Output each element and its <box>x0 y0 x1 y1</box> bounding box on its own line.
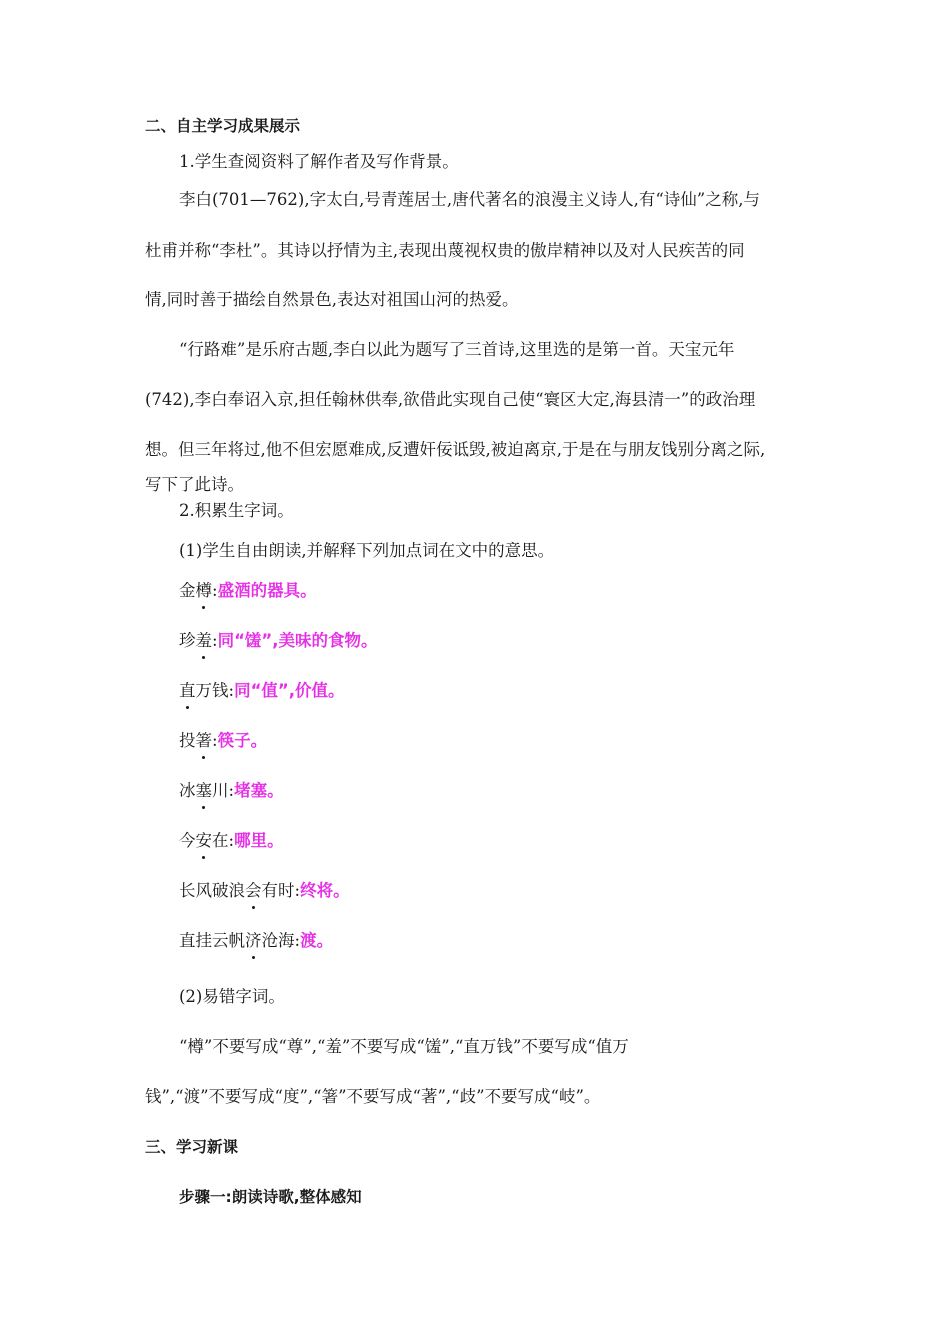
background-para-line-3: 想。但三年将过,他不但宏愿难成,反遭奸佞诋毁,被迫离京,于是在与朋友饯别分离之际, <box>145 440 766 459</box>
vocab-item: 投箸:筷子。 <box>179 731 268 750</box>
item-1: 1.学生查阅资料了解作者及写作背景。 <box>179 152 459 171</box>
dotted-char: 安 <box>195 831 212 850</box>
author-para-line-2: 杜甫并称“李杜”。其诗以抒情为主,表现出蔑视权贵的傲岸精神以及对人民疾苦的同 <box>145 241 745 260</box>
background-para-line-2: (742),李白奉诏入京,担任翰林供奉,欲借此实现自己使“寰区大定,海县清一”的政治理 <box>145 390 756 409</box>
vocab-answer: 终将。 <box>300 881 350 900</box>
vocab-item: 长风破浪会有时:终将。 <box>179 881 350 900</box>
background-para-line-1: “行路难”是乐府古题,李白以此为题写了三首诗,这里选的是第一首。天宝元年 <box>179 340 735 359</box>
vocab-answer: 同“馐”,美味的食物。 <box>217 631 378 650</box>
vocab-answer: 盛酒的器具。 <box>217 581 317 600</box>
vocab-item: 金樽:盛酒的器具。 <box>179 581 317 600</box>
item-2: 2.积累生字词。 <box>179 501 294 520</box>
author-para-line-3: 情,同时善于描绘自然景色,表达对祖国山河的热爱。 <box>145 290 519 309</box>
dotted-char: 箸 <box>195 731 212 750</box>
vocab-answer: 同“值”,价值。 <box>234 681 345 700</box>
author-para-line-1: 李白(701—762),字太白,号青莲居士,唐代著名的浪漫主义诗人,有“诗仙”之称,与 <box>179 190 760 209</box>
vocab-answer: 筷子。 <box>217 731 268 750</box>
typo-para-line-2: 钱”,“渡”不要写成“度”,“箸”不要写成“著”,“歧”不要写成“岐”。 <box>145 1087 601 1106</box>
vocab-answer: 堵塞。 <box>234 781 284 800</box>
vocab-answer: 渡。 <box>300 931 334 950</box>
vocab-item: 冰塞川:堵塞。 <box>179 781 284 800</box>
dotted-char: 塞 <box>195 781 212 800</box>
typo-para-line-1: “樽”不要写成“尊”,“羞”不要写成“馐”,“直万钱”不要写成“值万 <box>179 1037 629 1056</box>
section-heading-2: 二、自主学习成果展示 <box>145 117 301 135</box>
background-para-line-4: 写下了此诗。 <box>145 475 244 494</box>
dotted-char: 济 <box>245 931 262 950</box>
dotted-char: 直 <box>179 681 196 700</box>
vocab-answer: 哪里。 <box>234 831 284 850</box>
vocab-instruction: (1)学生自由朗读,并解释下列加点词在文中的意思。 <box>179 541 555 560</box>
dotted-char: 樽 <box>195 581 212 600</box>
section-heading-3: 三、学习新课 <box>145 1138 239 1156</box>
typo-subheading: (2)易错字词。 <box>179 987 285 1006</box>
vocab-item: 直挂云帆济沧海:渡。 <box>179 931 334 950</box>
vocab-item: 珍羞:同“馐”,美味的食物。 <box>179 631 378 650</box>
step-1-heading: 步骤一:朗读诗歌,整体感知 <box>179 1188 362 1206</box>
vocab-item: 直万钱:同“值”,价值。 <box>179 681 345 700</box>
dotted-char: 会 <box>245 881 262 900</box>
vocab-item: 今安在:哪里。 <box>179 831 284 850</box>
dotted-char: 羞 <box>195 631 212 650</box>
